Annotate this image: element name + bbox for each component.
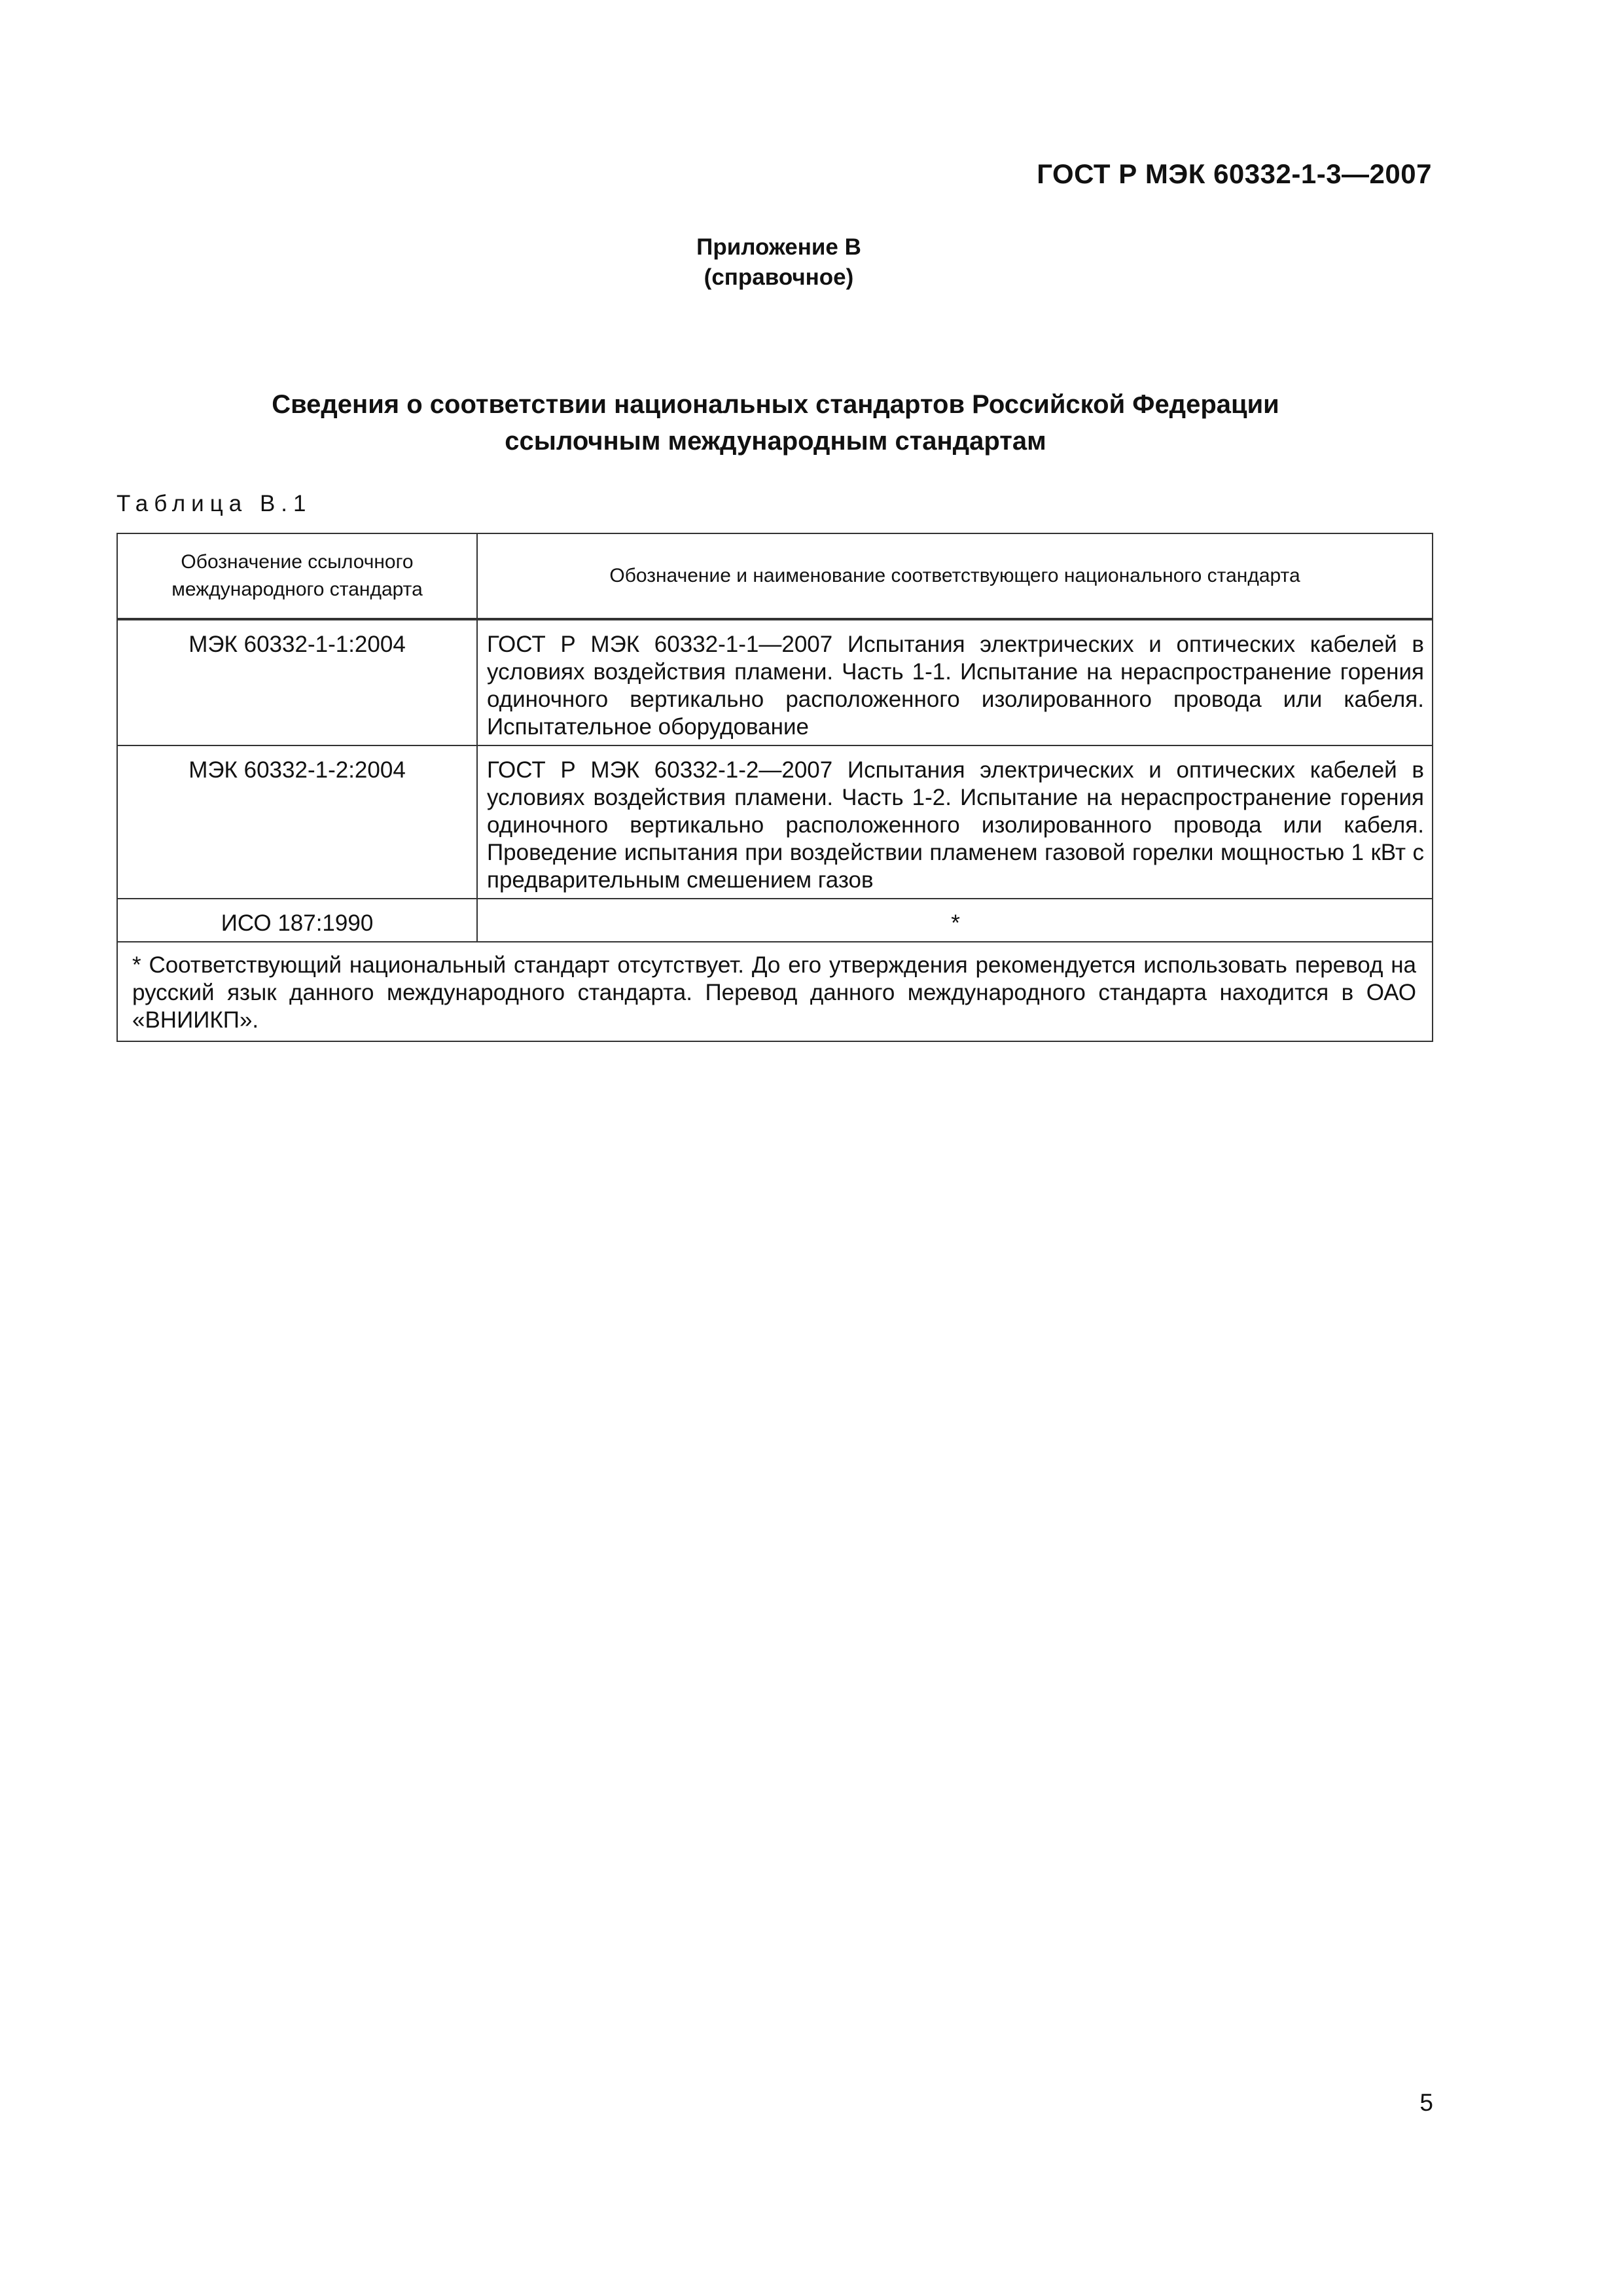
- intl-standard-cell: МЭК 60332-1-1:2004: [117, 619, 477, 745]
- appendix-title: Приложение В: [696, 234, 861, 260]
- table-caption: Таблица В.1: [116, 491, 312, 516]
- table-row: [117, 899, 1433, 942]
- national-standard-cell: ГОСТ Р МЭК 60332-1-2—2007 Испытания электрических и оптических кабелей в условиях воздействия пламени. Часть 1-2. Испытание на нераспространение горения одиночного вертикально расположенного изолированного провода или кабеля. Проведение испытания при воздействии пламенем газовой горелки мощностью 1 кВт с предварительным смешением газов: [477, 745, 1433, 899]
- table-footnote: * Соответствующий национальный стандарт отсутствует. До его утверждения рекомендуется использовать перевод на русский язык данного международного стандарта. Перевод данного международного стандарта находится в ОАО «ВНИИКП».: [117, 942, 1433, 1041]
- table-row: [117, 619, 1433, 745]
- header-intl-standard: Обозначение ссылочного международного стандарта: [117, 533, 477, 619]
- section-title-line1: Сведения о соответствии национальных стандартов Российской Федерации: [272, 390, 1279, 419]
- section-title: [0, 386, 1551, 459]
- national-standard-cell: ГОСТ Р МЭК 60332-1-1—2007 Испытания электрических и оптических кабелей в условиях воздействия пламени. Часть 1-1. Испытание на нераспространение горения одиночного вертикально расположенного изолированного провода или кабеля. Испытательное оборудование: [477, 619, 1433, 745]
- header-national-standard: Обозначение и наименование соответствующего национального стандарта: [477, 533, 1433, 619]
- table-header-row: [117, 533, 1433, 619]
- section-title-line2: ссылочным международным стандартам: [505, 427, 1046, 456]
- page-number: 5: [1419, 2089, 1433, 2116]
- intl-standard-cell: ИСО 187:1990: [117, 899, 477, 942]
- table-row: [117, 745, 1433, 899]
- appendix-status: (справочное): [704, 264, 854, 290]
- appendix-heading: [0, 232, 1558, 293]
- intl-standard-cell: МЭК 60332-1-2:2004: [117, 745, 477, 899]
- table-note-row: [117, 942, 1433, 1041]
- national-standard-cell: *: [477, 899, 1433, 942]
- standards-table: [116, 533, 1433, 1042]
- document-code: ГОСТ Р МЭК 60332-1-3—2007: [1037, 158, 1432, 189]
